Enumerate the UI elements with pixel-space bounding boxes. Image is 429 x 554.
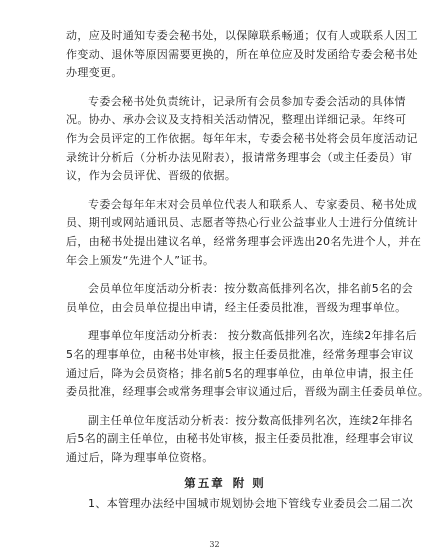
body-line: 议，作为会员评优、晋级的依据。 xyxy=(66,169,237,183)
body-line: 作变动、退休等原因需要更换的，所在单位应及时发函给专委会秘书处 xyxy=(66,47,418,61)
body-line: 专委会秘书处负责统计，记录所有会员参加专委会活动的具体情 xyxy=(88,94,406,108)
body-line: 委员批准，经理事会或常务理事会审议通过后，晋级为副主任委员单位。 xyxy=(66,385,429,399)
chapter-title: 附 则 xyxy=(232,476,266,491)
body-line: 办理变更。 xyxy=(66,66,123,80)
body-line: 通过后，降为会员资格；排名前5名的理事单位，由单位申请，报主任 xyxy=(66,366,414,380)
body-line: 5名的理事单位，由秘书处审核，报主任委员批准，经常务理事会审议 xyxy=(66,347,414,361)
body-line: 通过后，降为理事单位资格。 xyxy=(66,450,214,464)
chapter-number: 第五章 xyxy=(184,476,225,491)
body-line: 况。协办、承办会议及支持相关活动情况，整理出详细记录。年终可 xyxy=(66,113,407,127)
body-line: 作为会员评定的工作依据。每年年末，专委会秘书处将会员年度活动记 xyxy=(66,131,418,145)
body-line: 理事单位年度活动分析表： 按分数高低排列名次，连续2年排名后 xyxy=(88,329,417,343)
body-line: 副主任单位年度活动分析表：按分数高低排列名次，连续2年排名 xyxy=(88,413,414,427)
body-line: 1、本管理办法经中国城市规划协会地下管线专业委员会二届二次 xyxy=(88,497,414,511)
body-line: 会员单位年度活动分析表：按分数高低排列名次，排名前5名的会 xyxy=(88,282,414,296)
body-line: 后，由秘书处提出建议名单，经常务理事会评选出20名先进个人，并在 xyxy=(66,234,422,248)
body-line: 录统计分析后（分析办法见附表），报请常务理事会（或主任委员）审 xyxy=(66,150,413,164)
chapter-heading xyxy=(66,475,384,491)
document-body xyxy=(66,27,429,514)
body-line: 后5名的副主任单位，由秘书处审核，报主任委员批准，经理事会审议 xyxy=(66,432,414,446)
page-number: 32 xyxy=(209,540,220,549)
body-line: 员、期刊或网站通讯员、志愿者等热心行业公益事业人士进行分值统计 xyxy=(66,216,418,230)
body-line: 年会上颁发“先进个人”证书。 xyxy=(66,253,215,267)
body-line: 专委会每年年末对会员单位代表人和联系人、专家委员、秘书处成 xyxy=(88,197,418,211)
body-line: 员单位，由会员单位提出申请，经主任委员批准，晋级为理事单位。 xyxy=(66,300,407,314)
body-line: 动，应及时通知专委会秘书处，以保障联系畅通；仅有人或联系人因工 xyxy=(66,29,418,42)
